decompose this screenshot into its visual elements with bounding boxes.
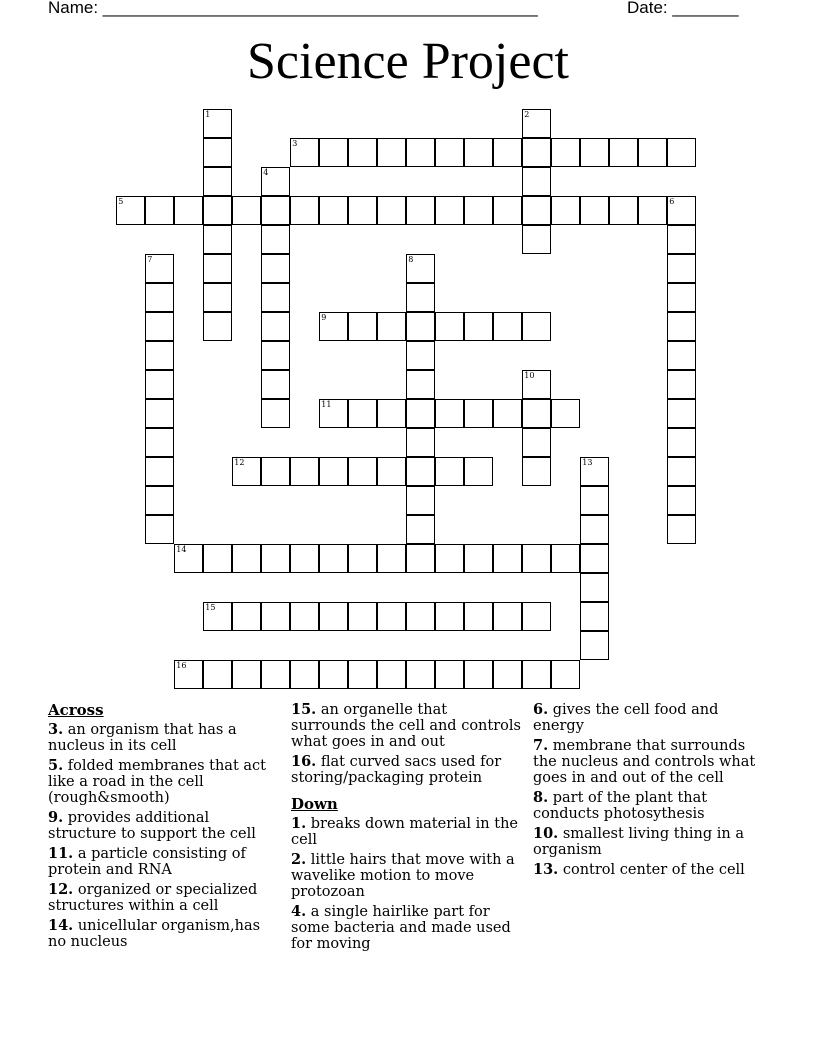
grid-cell[interactable] bbox=[377, 312, 406, 341]
name-field: Name: ______________________________________________ bbox=[48, 0, 538, 17]
grid-cell[interactable] bbox=[522, 544, 551, 573]
grid-cell[interactable] bbox=[493, 196, 522, 225]
grid-cell[interactable] bbox=[667, 196, 696, 225]
clue-number: 11 bbox=[321, 400, 332, 410]
grid-cell[interactable] bbox=[348, 602, 377, 631]
grid-cell[interactable] bbox=[406, 138, 435, 167]
grid-cell[interactable] bbox=[667, 254, 696, 283]
clue-number: 10 bbox=[524, 371, 535, 381]
grid-cell[interactable] bbox=[406, 370, 435, 399]
grid-cell[interactable] bbox=[348, 660, 377, 689]
grid-cell[interactable] bbox=[261, 341, 290, 370]
grid-cell[interactable] bbox=[667, 341, 696, 370]
grid-cell[interactable] bbox=[667, 138, 696, 167]
clue-number: 1 bbox=[205, 110, 211, 120]
clue-number: 12 bbox=[234, 458, 245, 468]
grid-cell[interactable] bbox=[667, 457, 696, 486]
grid-cell[interactable] bbox=[145, 428, 174, 457]
grid-cell[interactable] bbox=[145, 312, 174, 341]
grid-cell[interactable] bbox=[522, 457, 551, 486]
grid-cell[interactable] bbox=[232, 457, 261, 486]
grid-cell[interactable] bbox=[174, 660, 203, 689]
grid-cell[interactable] bbox=[406, 341, 435, 370]
clue-down-8: 8. part of the plant that conducts photosythesis bbox=[533, 789, 708, 822]
grid-cell[interactable] bbox=[232, 602, 261, 631]
grid-cell[interactable] bbox=[493, 138, 522, 167]
grid-cell[interactable] bbox=[580, 631, 609, 660]
grid-cell[interactable] bbox=[580, 196, 609, 225]
grid-cell[interactable] bbox=[551, 138, 580, 167]
clue-number: 13 bbox=[582, 458, 593, 468]
grid-cell[interactable] bbox=[493, 312, 522, 341]
clue-number: 6 bbox=[669, 197, 675, 207]
grid-cell[interactable] bbox=[203, 196, 232, 225]
grid-cell[interactable] bbox=[406, 544, 435, 573]
clue-number: 5 bbox=[118, 197, 124, 207]
clue-number: 3 bbox=[292, 139, 298, 149]
grid-cell[interactable] bbox=[667, 283, 696, 312]
grid-cell[interactable] bbox=[580, 573, 609, 602]
grid-cell[interactable] bbox=[290, 138, 319, 167]
grid-cell[interactable] bbox=[667, 370, 696, 399]
grid-cell[interactable] bbox=[609, 138, 638, 167]
grid-cell[interactable] bbox=[261, 225, 290, 254]
grid-cell[interactable] bbox=[203, 109, 232, 138]
grid-cell[interactable] bbox=[145, 515, 174, 544]
grid-cell[interactable] bbox=[464, 602, 493, 631]
grid-cell[interactable] bbox=[493, 544, 522, 573]
down-heading: Down bbox=[291, 795, 338, 813]
grid-cell[interactable] bbox=[464, 312, 493, 341]
grid-cell[interactable] bbox=[464, 399, 493, 428]
clue-number: 8 bbox=[408, 255, 414, 265]
grid-cell[interactable] bbox=[551, 196, 580, 225]
grid-cell[interactable] bbox=[319, 138, 348, 167]
grid-cell[interactable] bbox=[261, 196, 290, 225]
grid-cell[interactable] bbox=[377, 660, 406, 689]
grid-cell[interactable] bbox=[464, 544, 493, 573]
grid-cell[interactable] bbox=[145, 370, 174, 399]
grid-cell[interactable] bbox=[319, 312, 348, 341]
grid-cell[interactable] bbox=[261, 254, 290, 283]
grid-cell[interactable] bbox=[406, 428, 435, 457]
clue-down-10: 10. smallest living thing in a organism bbox=[533, 825, 745, 858]
grid-cell[interactable] bbox=[406, 660, 435, 689]
across-column-1 bbox=[48, 702, 278, 954]
grid-cell[interactable] bbox=[203, 312, 232, 341]
grid-cell[interactable] bbox=[522, 138, 551, 167]
grid-cell[interactable] bbox=[145, 457, 174, 486]
grid-cell[interactable] bbox=[290, 602, 319, 631]
grid-cell[interactable] bbox=[261, 399, 290, 428]
grid-cell[interactable] bbox=[406, 602, 435, 631]
clue-across-11: 11. a particle consisting of protein and RNA bbox=[48, 845, 246, 878]
grid-cell[interactable] bbox=[319, 457, 348, 486]
clue-across-5: 5. folded membranes that act like a road in the cell (rough&smooth) bbox=[48, 757, 266, 806]
clue-down-4: 4. a single hairlike part for some bacteria and made used for moving bbox=[291, 903, 511, 952]
date-field: Date: _______ bbox=[627, 0, 739, 17]
grid-cell[interactable] bbox=[290, 457, 319, 486]
grid-cell[interactable] bbox=[232, 544, 261, 573]
grid-cell[interactable] bbox=[145, 254, 174, 283]
grid-cell[interactable] bbox=[522, 370, 551, 399]
grid-cell[interactable] bbox=[174, 196, 203, 225]
clue-across-16: 16. flat curved sacs used for storing/packaging protein bbox=[291, 753, 502, 786]
grid-cell[interactable] bbox=[348, 138, 377, 167]
grid-cell[interactable] bbox=[348, 196, 377, 225]
clue-across-14: 14. unicellular organism,has no nucleus bbox=[48, 917, 261, 950]
clue-across-9: 9. provides additional structure to support the cell bbox=[48, 809, 256, 842]
grid-cell[interactable] bbox=[145, 341, 174, 370]
clue-down-1: 1. breaks down material in the cell bbox=[291, 815, 518, 848]
grid-cell[interactable] bbox=[348, 457, 377, 486]
grid-cell[interactable] bbox=[406, 196, 435, 225]
clue-number: 15 bbox=[205, 603, 216, 613]
grid-cell[interactable] bbox=[203, 167, 232, 196]
grid-cell[interactable] bbox=[232, 196, 261, 225]
clue-across-12: 12. organized or specialized structures within a cell bbox=[48, 881, 258, 914]
grid-cell[interactable] bbox=[522, 109, 551, 138]
grid-cell[interactable] bbox=[551, 544, 580, 573]
grid-cell[interactable] bbox=[319, 660, 348, 689]
grid-cell[interactable] bbox=[203, 602, 232, 631]
grid-cell[interactable] bbox=[522, 312, 551, 341]
grid-cell[interactable] bbox=[522, 196, 551, 225]
grid-cell[interactable] bbox=[667, 399, 696, 428]
grid-cell[interactable] bbox=[319, 544, 348, 573]
grid-cell[interactable] bbox=[406, 312, 435, 341]
grid-cell[interactable] bbox=[261, 602, 290, 631]
grid-cell[interactable] bbox=[406, 283, 435, 312]
grid-cell[interactable] bbox=[580, 486, 609, 515]
grid-cell[interactable] bbox=[580, 602, 609, 631]
grid-cell[interactable] bbox=[464, 196, 493, 225]
grid-cell[interactable] bbox=[580, 515, 609, 544]
grid-cell[interactable] bbox=[609, 196, 638, 225]
grid-cell[interactable] bbox=[580, 457, 609, 486]
clue-number: 2 bbox=[524, 110, 530, 120]
grid-cell[interactable] bbox=[580, 544, 609, 573]
clue-across-15: 15. an organelle that surrounds the cell and controls what goes in and out bbox=[291, 701, 521, 750]
clue-across-3: 3. an organism that has a nucleus in its cell bbox=[48, 721, 237, 754]
grid-cell[interactable] bbox=[580, 138, 609, 167]
grid-cell[interactable] bbox=[116, 196, 145, 225]
clue-number: 9 bbox=[321, 313, 327, 323]
grid-cell[interactable] bbox=[348, 544, 377, 573]
grid-cell[interactable] bbox=[638, 138, 667, 167]
grid-cell[interactable] bbox=[203, 254, 232, 283]
grid-cell[interactable] bbox=[377, 399, 406, 428]
grid-cell[interactable] bbox=[435, 196, 464, 225]
grid-cell[interactable] bbox=[464, 457, 493, 486]
grid-cell[interactable] bbox=[522, 225, 551, 254]
grid-cell[interactable] bbox=[261, 167, 290, 196]
grid-cell[interactable] bbox=[667, 515, 696, 544]
grid-cell[interactable] bbox=[203, 283, 232, 312]
clue-column-2 bbox=[291, 702, 521, 956]
grid-cell[interactable] bbox=[493, 660, 522, 689]
grid-cell[interactable] bbox=[290, 196, 319, 225]
clue-down-7: 7. membrane that surrounds the nucleus and controls what goes in and out of the cell bbox=[533, 737, 756, 786]
grid-cell[interactable] bbox=[174, 544, 203, 573]
clue-down-13: 13. control center of the cell bbox=[533, 861, 745, 878]
grid-cell[interactable] bbox=[435, 457, 464, 486]
grid-cell[interactable] bbox=[261, 660, 290, 689]
clue-down-6: 6. gives the cell food and energy bbox=[533, 701, 719, 734]
grid-cell[interactable] bbox=[406, 486, 435, 515]
grid-cell[interactable] bbox=[377, 457, 406, 486]
grid-cell[interactable] bbox=[551, 399, 580, 428]
grid-cell[interactable] bbox=[377, 196, 406, 225]
grid-cell[interactable] bbox=[377, 602, 406, 631]
grid-cell[interactable] bbox=[261, 544, 290, 573]
grid-cell[interactable] bbox=[435, 544, 464, 573]
grid-cell[interactable] bbox=[261, 370, 290, 399]
grid-cell[interactable] bbox=[667, 312, 696, 341]
grid-cell[interactable] bbox=[464, 138, 493, 167]
grid-cell[interactable] bbox=[667, 428, 696, 457]
grid-cell[interactable] bbox=[232, 660, 261, 689]
grid-cell[interactable] bbox=[435, 660, 464, 689]
grid-cell[interactable] bbox=[551, 660, 580, 689]
grid-cell[interactable] bbox=[290, 660, 319, 689]
grid-cell[interactable] bbox=[522, 167, 551, 196]
clue-down-2: 2. little hairs that move with a wavelike motion to move protozoan bbox=[291, 851, 515, 900]
grid-cell[interactable] bbox=[435, 312, 464, 341]
grid-cell[interactable] bbox=[493, 399, 522, 428]
grid-cell[interactable] bbox=[522, 602, 551, 631]
grid-cell[interactable] bbox=[348, 399, 377, 428]
grid-cell[interactable] bbox=[406, 515, 435, 544]
grid-cell[interactable] bbox=[203, 225, 232, 254]
grid-cell[interactable] bbox=[435, 399, 464, 428]
clue-number: 14 bbox=[176, 545, 187, 555]
grid-cell[interactable] bbox=[522, 660, 551, 689]
grid-cell[interactable] bbox=[435, 602, 464, 631]
grid-cell[interactable] bbox=[145, 399, 174, 428]
clue-number: 7 bbox=[147, 255, 153, 265]
grid-cell[interactable] bbox=[319, 196, 348, 225]
grid-cell[interactable] bbox=[319, 602, 348, 631]
clue-number: 16 bbox=[176, 661, 187, 671]
across-heading: Across bbox=[48, 701, 104, 719]
clue-number: 4 bbox=[263, 168, 269, 178]
grid-cell[interactable] bbox=[261, 457, 290, 486]
grid-cell[interactable] bbox=[377, 138, 406, 167]
grid-cell[interactable] bbox=[203, 138, 232, 167]
grid-cell[interactable] bbox=[319, 399, 348, 428]
grid-cell[interactable] bbox=[667, 486, 696, 515]
grid-cell[interactable] bbox=[406, 399, 435, 428]
grid-cell[interactable] bbox=[406, 254, 435, 283]
grid-cell[interactable] bbox=[667, 225, 696, 254]
grid-cell[interactable] bbox=[522, 428, 551, 457]
grid-cell[interactable] bbox=[261, 312, 290, 341]
grid-cell[interactable] bbox=[203, 660, 232, 689]
grid-cell[interactable] bbox=[522, 399, 551, 428]
grid-cell[interactable] bbox=[290, 544, 319, 573]
grid-cell[interactable] bbox=[145, 283, 174, 312]
page-title: Science Project bbox=[247, 33, 569, 90]
grid-cell[interactable] bbox=[406, 457, 435, 486]
grid-cell[interactable] bbox=[638, 196, 667, 225]
grid-cell[interactable] bbox=[261, 283, 290, 312]
grid-cell[interactable] bbox=[145, 486, 174, 515]
down-column bbox=[533, 702, 763, 882]
grid-cell[interactable] bbox=[348, 312, 377, 341]
grid-cell[interactable] bbox=[493, 602, 522, 631]
grid-cell[interactable] bbox=[435, 138, 464, 167]
grid-cell[interactable] bbox=[377, 544, 406, 573]
grid-cell[interactable] bbox=[203, 544, 232, 573]
grid-cell[interactable] bbox=[464, 660, 493, 689]
grid-cell[interactable] bbox=[145, 196, 174, 225]
